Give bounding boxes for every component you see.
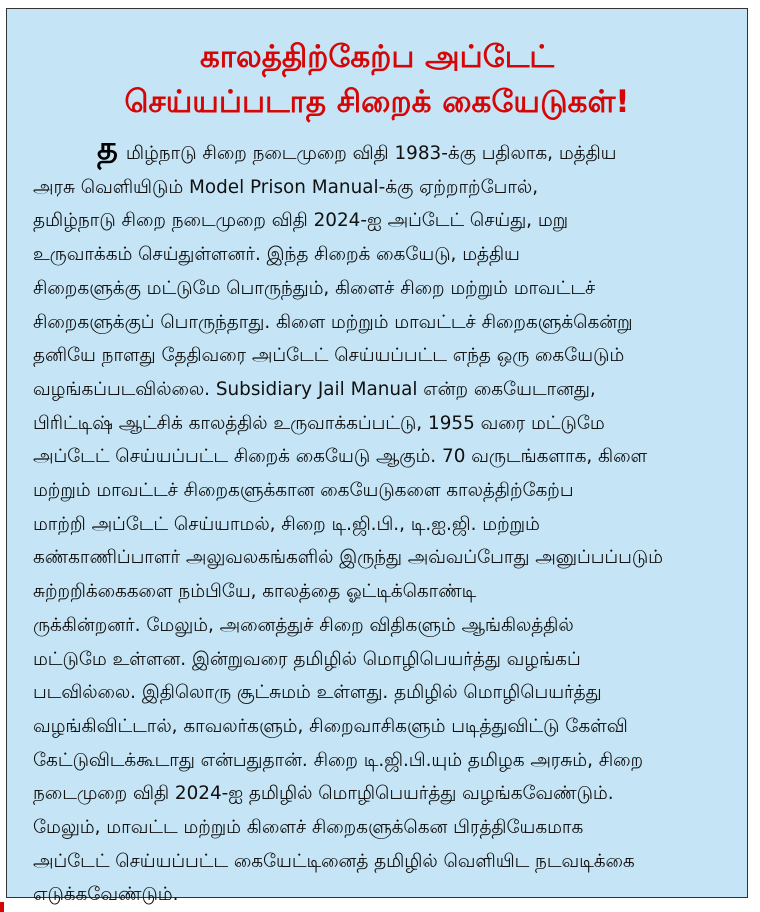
article-line: மேலும், மாவட்ட மற்றும் கிளைச் சிறைகளுக்கென பிரத்தியேகமாக xyxy=(33,817,584,839)
article-line: அப்டேட் செய்யப்பட்ட கையேட்டினைத் தமிழில் வெளியிட நடவடிக்கை xyxy=(33,850,635,872)
article-line: மற்றும் மாவட்டச் சிறைகளுக்கான கையேடுகளை காலத்திற்கேற்ப xyxy=(33,480,574,502)
article-line: மட்டுமே உள்ளன. இன்றுவரை தமிழில் மொழிபெயர்த்து வழங்கப் xyxy=(33,648,581,670)
article-line: எடுக்கவேண்டும். xyxy=(33,884,179,906)
article-line: படவில்லை. இதிலொரு சூட்சுமம் உள்ளது. தமிழில் மொழிபெயர்த்து xyxy=(33,682,602,704)
article-line: சிறைகளுக்குப் பொருந்தாது. கிளை மற்றும் மாவட்டச் சிறைகளுக்கென்று xyxy=(33,311,633,333)
article-line: தமிழ்நாடு சிறை நடைமுறை விதி 2024-ஐ அப்டேட் செய்து, மறு xyxy=(33,210,569,232)
article-line: உருவாக்கம் செய்துள்ளனர். இந்த சிறைக் கையேடு, மத்திய xyxy=(33,244,520,266)
article-line: அரசு வெளியிடும் Model Prison Manual-க்கு ஏற்றாற்போல், xyxy=(33,176,539,198)
article-line: தனியே நாளது தேதிவரை அப்டேட் செய்யப்பட்ட எந்த ஒரு கையேடும் xyxy=(33,345,625,367)
article-line: நடைமுறை விதி 2024-ஐ தமிழில் மொழிபெயர்த்து வழங்கவேண்டும். xyxy=(33,783,614,805)
headline-line-2: செய்யப்படாத சிறைக் கையேடுகள்! xyxy=(124,84,630,120)
drop-cap: த xyxy=(97,137,118,167)
headline-line-1: காலத்திற்கேற்ப அப்டேட் xyxy=(199,39,555,75)
article-line: வழங்கிவிட்டால், காவலர்களும், சிறைவாசிகளும் படித்துவிட்டு கேள்வி xyxy=(33,715,628,737)
article-line: அப்டேட் செய்யப்பட்ட சிறைக் கையேடு ஆகும். 70 வருடங்களாக, கிளை xyxy=(33,446,648,468)
article-line-text: மிழ்நாடு சிறை நடைமுறை விதி 1983-க்கு பதிலாக, மத்திய xyxy=(125,143,617,164)
article-line: கண்காணிப்பாளர் அலுவலகங்களில் இருந்து அவ்வப்போது அனுப்பப்படும் xyxy=(33,547,663,569)
article-body xyxy=(33,137,721,912)
article-line: மாற்றி அப்டேட் செய்யாமல், சிறை டி.ஜி.பி., டி.ஐ.ஜி. மற்றும் xyxy=(33,513,540,535)
article-line: வழங்கப்படவில்லை. Subsidiary Jail Manual என்ற கையேடானது, xyxy=(33,378,596,400)
article-line: ருக்கின்றனர். மேலும், அனைத்துச் சிறை விதிகளும் ஆங்கிலத்தில் xyxy=(33,614,574,636)
headline xyxy=(33,35,721,125)
article-line: கேட்டுவிடக்கூடாது என்பதுதான். சிறை டி.ஜி.பி.யும் தமிழக அரசும், சிறை xyxy=(33,749,644,771)
article-box xyxy=(6,8,748,906)
article-line: பிரிட்டிஷ் ஆட்சிக் காலத்தில் உருவாக்கப்பட்டு, 1955 வரை மட்டுமே xyxy=(33,412,605,434)
article-line: சுற்றறிக்கைகளை நம்பியே, காலத்தை ஓட்டிக்கொண்டி xyxy=(33,581,477,603)
article-line xyxy=(33,137,721,171)
article-line: சிறைகளுக்கு மட்டுமே பொருந்தும், கிளைச் சிறை மற்றும் மாவட்டச் xyxy=(33,277,596,299)
edge-marker xyxy=(0,902,4,912)
